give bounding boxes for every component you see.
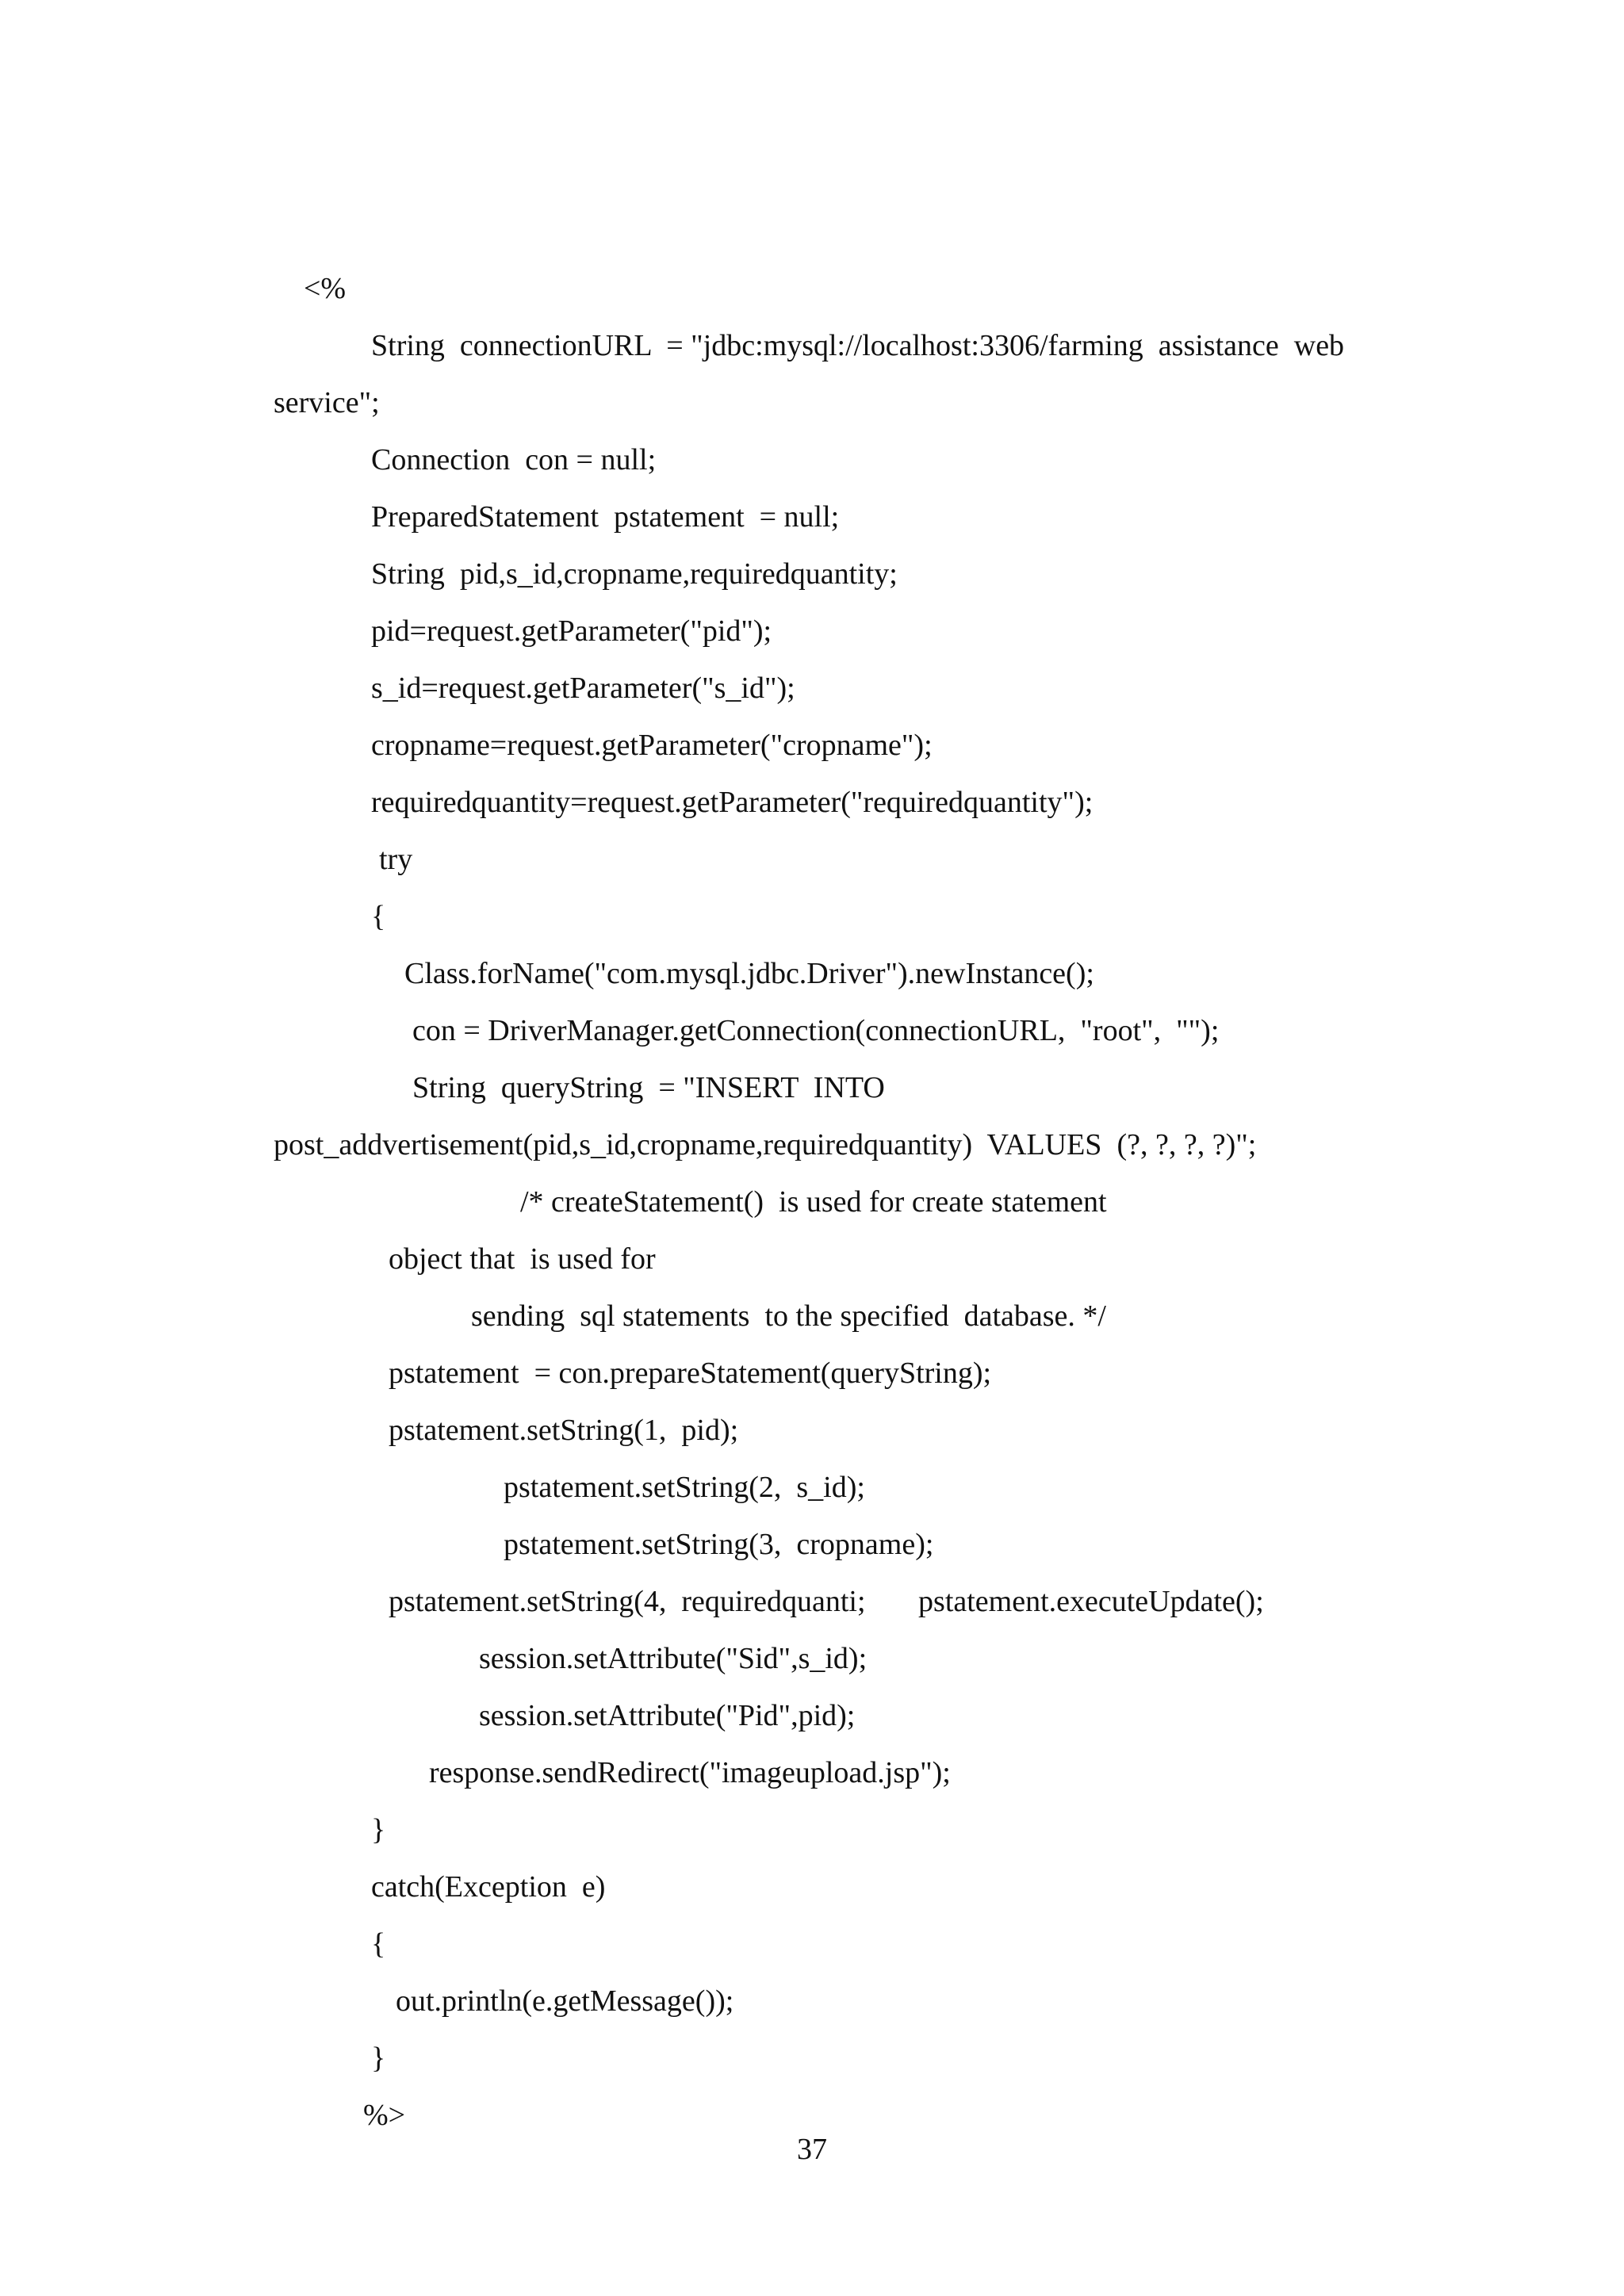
code-line: %> <box>363 2099 406 2132</box>
code-line: /* createStatement() is used for create statement <box>520 1185 1107 1219</box>
code-line: out.println(e.getMessage()); <box>396 1984 734 2018</box>
code-line: { <box>371 1927 386 1961</box>
code-line: Class.forName("com.mysql.jdbc.Driver").newInstance(); <box>404 957 1094 990</box>
code-line: con = DriverManager.getConnection(connectionURL, "root", ""); <box>412 1014 1220 1047</box>
code-line: String connectionURL = "jdbc:mysql://localhost:3306/farming assistance web <box>371 329 1345 362</box>
code-line: service"; <box>274 386 380 419</box>
code-line: } <box>371 1813 386 1846</box>
code-line: { <box>371 900 386 933</box>
code-line: Connection con = null; <box>371 443 657 476</box>
code-line: requiredquantity=request.getParameter("requiredquantity"); <box>371 786 1094 819</box>
page-number: 37 <box>797 2133 827 2166</box>
code-line: s_id=request.getParameter("s_id"); <box>371 672 795 705</box>
code-line: try <box>379 843 413 876</box>
code-line: sending sql statements to the specified database. */ <box>471 1299 1106 1333</box>
code-line: pstatement.setString(2, s_id); <box>504 1471 865 1504</box>
code-line: pstatement.setString(4, requiredquanti; pstatement.executeUpdate(); <box>389 1585 1264 1618</box>
code-line: session.setAttribute("Pid",pid); <box>479 1699 856 1732</box>
code-line: catch(Exception e) <box>371 1870 606 1904</box>
code-line: object that is used for <box>389 1242 656 1276</box>
code-line: String pid,s_id,cropname,requiredquantity; <box>371 557 898 591</box>
code-line: post_addvertisement(pid,s_id,cropname,requiredquantity) VALUES (?, ?, ?, ?)"; <box>274 1128 1257 1161</box>
code-line: cropname=request.getParameter("cropname"); <box>371 729 933 762</box>
code-line: pid=request.getParameter("pid"); <box>371 614 772 648</box>
code-line: <% <box>304 272 347 305</box>
code-line: response.sendRedirect("imageupload.jsp"); <box>429 1756 951 1789</box>
code-line: pstatement = con.prepareStatement(queryString); <box>389 1357 992 1390</box>
code-line: PreparedStatement pstatement = null; <box>371 500 840 534</box>
code-line: pstatement.setString(1, pid); <box>389 1414 739 1447</box>
code-line: String queryString = "INSERT INTO <box>412 1071 885 1104</box>
code-line: pstatement.setString(3, cropname); <box>504 1528 934 1561</box>
code-line: } <box>371 2042 386 2075</box>
code-line: session.setAttribute("Sid",s_id); <box>479 1642 868 1675</box>
